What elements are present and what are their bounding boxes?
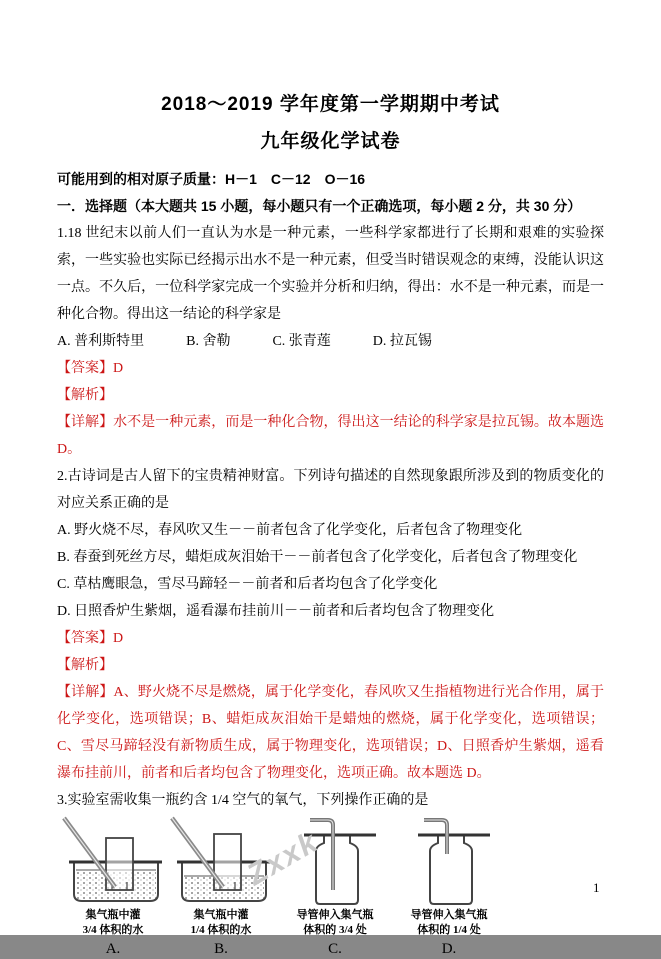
figure-b-label: B. bbox=[214, 941, 228, 957]
figure-option-c bbox=[279, 816, 391, 959]
gas-bottle-shallow-tube-diagram bbox=[394, 816, 504, 908]
figure-option-b bbox=[165, 816, 277, 959]
question-1-options: A. 普利斯特里 B. 舍勒 C. 张青莲 D. 拉瓦锡 bbox=[57, 334, 432, 349]
question-1-detail: 【详解】水不是一种元素，而是一种化合物，得出这一结论的科学家是拉瓦锡。故本题选 D。 bbox=[57, 415, 604, 457]
figure-d-caption-line2: 体积的 1/4 处 bbox=[417, 924, 481, 936]
figure-a-caption-line1: 集气瓶中灌 bbox=[85, 909, 141, 921]
document-content bbox=[57, 86, 604, 957]
question-2-answer: 【答案】D bbox=[57, 631, 124, 646]
section-header: 一．选择题（本大题共 15 小题，每小题只有一个正确选项，每小题 2 分，共 30 分） bbox=[57, 198, 582, 214]
figure-option-d bbox=[393, 816, 505, 959]
question-2-option-a: A. 野火烧不尽，春风吹又生－－前者包含了化学变化，后者包含了物理变化 bbox=[57, 523, 523, 538]
exam-subtitle: 九年级化学试卷 bbox=[260, 131, 401, 152]
question-2-option-d: D. 日照香炉生紫烟，遥看瀑布挂前川－－前者和后者均包含了物理变化 bbox=[57, 604, 495, 619]
question-1-analysis-label: 【解析】 bbox=[57, 388, 113, 403]
figure-d-caption-line1: 导管伸入集气瓶 bbox=[410, 909, 488, 921]
question-2-stem: 2.古诗词是古人留下的宝贵精神财富。下列诗句描述的自然现象跟所涉及到的物质变化的对应关系正确的是 bbox=[57, 469, 604, 511]
question-1-stem: 1.18 世纪末以前人们一直认为水是一种元素，一些科学家都进行了长期和艰难的实验探索，一些实验也实际已经揭示出水不是一种元素，但受当时错误观念的束缚，没能认识这一点。不久后，一位科学家完成一个实验并分析和归纳，得出：水不是一种元素，而是一种化合物。得出这一结论的科学家是 bbox=[57, 226, 604, 322]
question-3-stem: 3.实验室需收集一瓶约含 1/4 空气的氧气，下列操作正确的是 bbox=[57, 793, 429, 808]
figure-c-label: C. bbox=[328, 941, 342, 957]
figure-a-caption-line2: 3/4 体积的水 bbox=[82, 924, 144, 936]
atomic-mass-note: 可能用到的相对原子质量：H－1 C－12 O－16 bbox=[57, 171, 366, 187]
zxxk-watermark: Zxxk bbox=[241, 825, 325, 892]
gas-collection-trough-a-diagram bbox=[58, 816, 168, 908]
figure-c-caption-line1: 导管伸入集气瓶 bbox=[296, 909, 374, 921]
figure-b-caption-line1: 集气瓶中灌 bbox=[193, 909, 249, 921]
figure-option-a bbox=[57, 816, 169, 959]
question-2-option-b: B. 春蚕到死丝方尽，蜡炬成灰泪始干－－前者包含了化学变化，后者包含了物理变化 bbox=[57, 550, 578, 565]
page-number: 1 bbox=[593, 880, 600, 895]
question-1-answer: 【答案】D bbox=[57, 361, 124, 376]
question-2-option-c: C. 草枯鹰眼急，雪尽马蹄轻－－前者和后者均包含了化学变化 bbox=[57, 577, 438, 592]
figure-c-caption-line2: 体积的 3/4 处 bbox=[303, 924, 367, 936]
question-2-analysis-label: 【解析】 bbox=[57, 658, 113, 673]
exam-title: 2018～2019 学年度第一学期期中考试 bbox=[161, 94, 500, 115]
gas-collection-trough-b-diagram bbox=[166, 816, 276, 908]
gas-bottle-deep-tube-diagram bbox=[280, 816, 390, 908]
figure-d-label: D. bbox=[441, 941, 457, 957]
figure-a-label: A. bbox=[105, 941, 121, 957]
figure-b-caption-line2: 1/4 体积的水 bbox=[190, 924, 252, 936]
question-3-figure-row bbox=[57, 816, 604, 957]
question-2-detail: 【详解】A、野火烧不尽是燃烧，属于化学变化，春风吹又生指植物进行光合作用，属于化学变化，选项错误；B、蜡炬成灰泪始干是蜡烛的燃烧，属于化学变化，选项错误；C、雪尽马蹄轻没有新物质生成，属于物理变化，选项错误；D、日照香炉生紫烟，遥看瀑布挂前川，前者和后者均包含了物理变化，选项正确。故本题选 D。 bbox=[57, 685, 604, 781]
